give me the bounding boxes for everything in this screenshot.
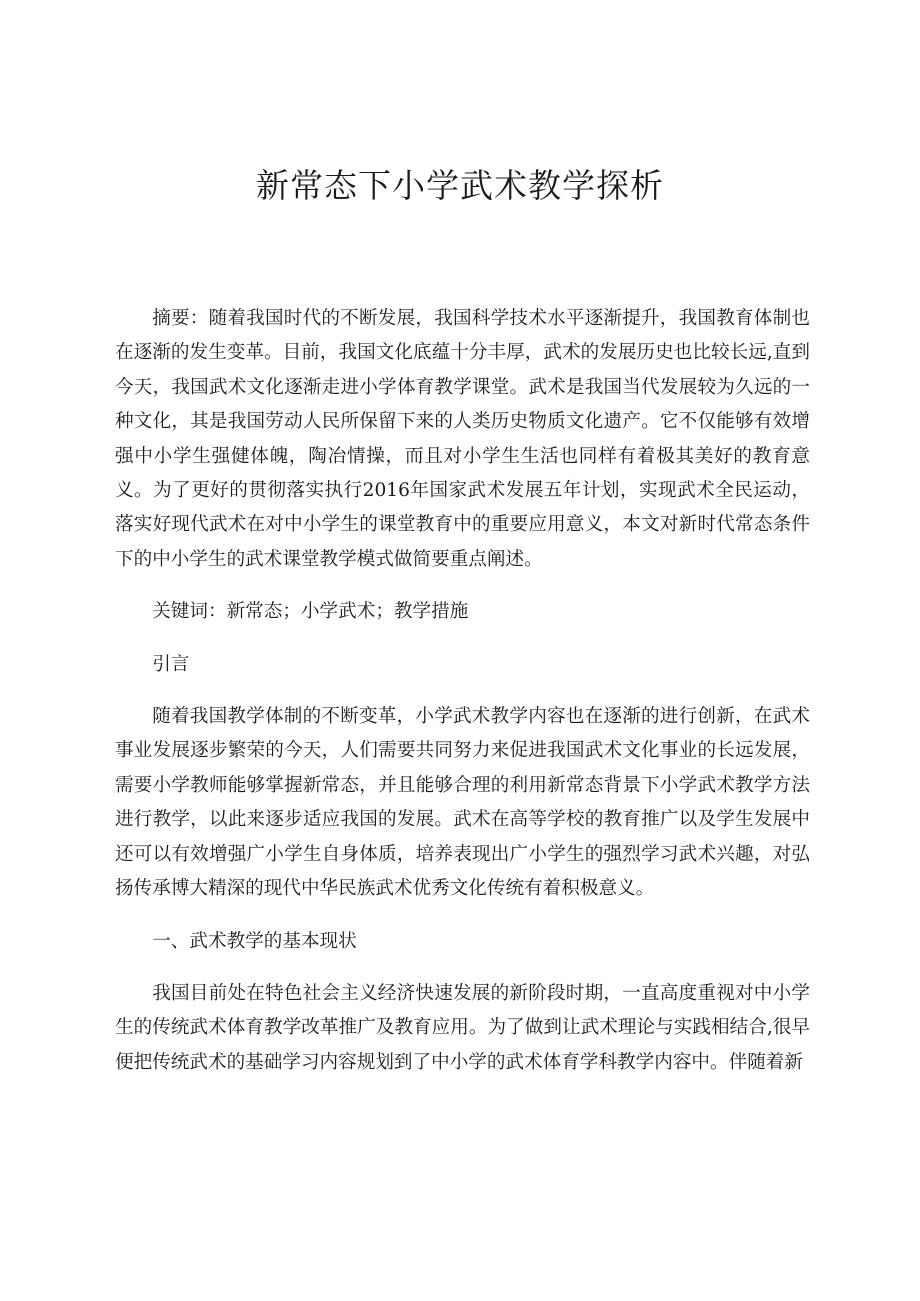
paragraph-gap xyxy=(115,630,810,648)
paragraph-gap xyxy=(115,682,810,700)
document-title: 新常态下小学武术教学探析 xyxy=(256,166,664,205)
paragraph-gap xyxy=(115,959,810,977)
section1-heading: 一、武术教学的基本现状 xyxy=(152,930,357,952)
keywords-line: 关键词：新常态；小学武术；教学措施 xyxy=(152,601,469,623)
section1-paragraph: 我国目前处在特色社会主义经济快速发展的新阶段时期，一直高度重视对中小学生的传统武术体育教学改革推广及教育应用。为了做到让武术理论与实践相结合,很早便把传统武术的基础学习内容规划到了中小学的武术体育学科教学内容中。伴随着新 xyxy=(115,982,810,1073)
abstract-paragraph: 摘要：随着我国时代的不断发展，我国科学技术水平逐渐提升，我国教育体制也在逐渐的发生变革。目前，我国文化底蕴十分丰厚，武术的发展历史也比较长远,直到今天，我国武术文化逐渐走进小学体育教学课堂。武术是我国当代发展较为久远的一种文化，其是我国劳动人民所保留下来的人类历史物质文化遗产。它不仅能够有效增强中小学生强健体魄，陶冶情操，而且对小学生生活也同样有着极其美好的教育意义。为了更好的贯彻落实执行2016年国家武术发展五年计划，实现武术全民运动，落实好现代武术在对中小学生的课堂教育中的重要应用意义，本文对新时代常态条件下的中小学生的武术课堂教学模式做简要重点阐述。 xyxy=(115,308,810,570)
paragraph-gap xyxy=(115,907,810,925)
paragraph-gap xyxy=(115,577,810,595)
intro-heading: 引言 xyxy=(152,653,190,675)
document-body xyxy=(115,302,810,1080)
intro-paragraph: 随着我国教学体制的不断变革，小学武术教学内容也在逐渐的进行创新，在武术事业发展逐步繁荣的今天，人们需要共同努力来促进我国武术文化事业的长远发展，需要小学教师能够掌握新常态，并且能够合理的利用新常态背景下小学武术教学方法进行教学，以此来逐步适应我国的发展。武术在高等学校的教育推广以及学生发展中还可以有效增强广小学生自身体质，培养表现出广小学生的强烈学习武术兴趣，对弘扬传承博大精深的现代中华民族武术优秀文化传统有着积极意义。 xyxy=(115,706,810,900)
